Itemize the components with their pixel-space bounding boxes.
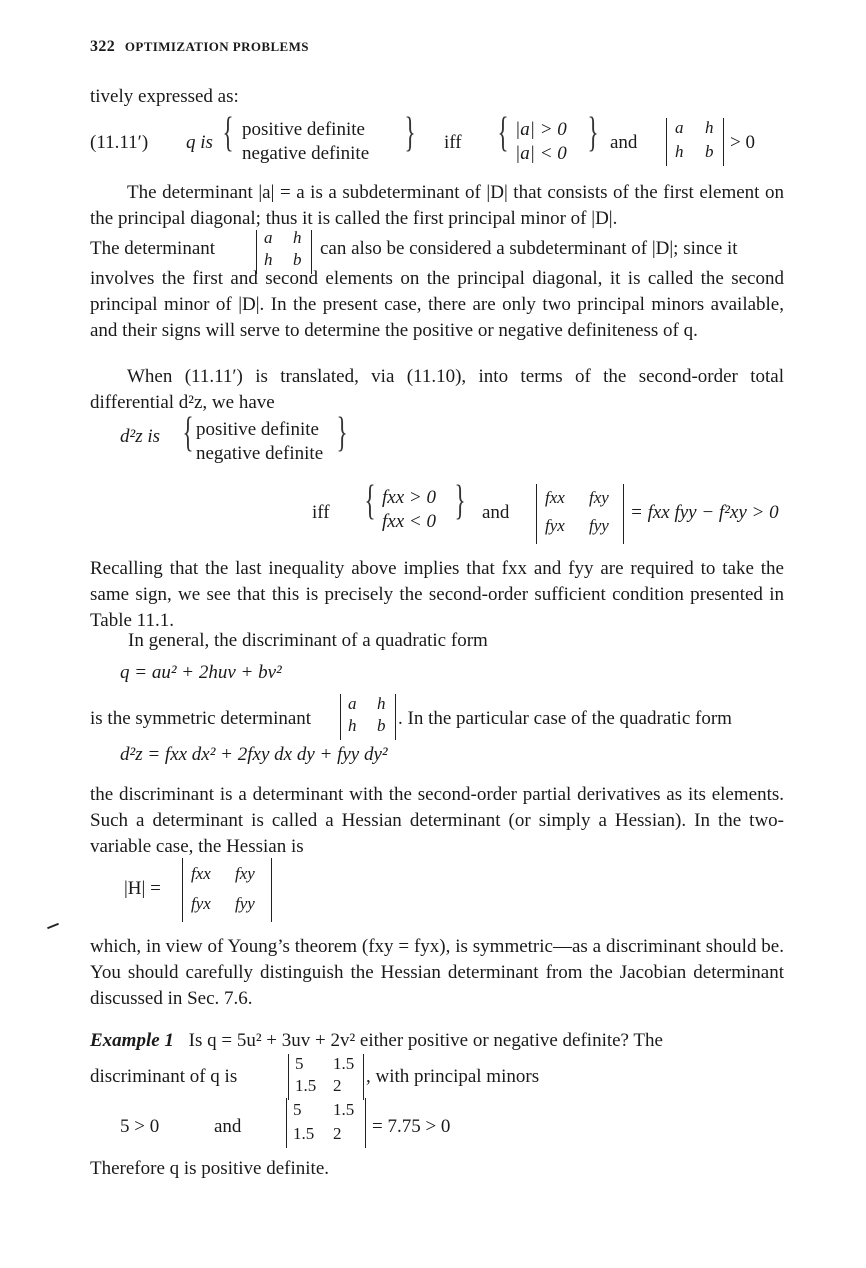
hessian-determinant	[182, 858, 272, 922]
left-brace: {	[182, 410, 194, 456]
negative-definite: negative definite	[196, 443, 324, 464]
paragraph-recalling: Recalling that the last inequality above implies that fxx and fyy are required to take the same sign, we see that this is precisely the second-order sufficient condition presented in Table 11.1.	[90, 558, 784, 631]
fxx-negative: fxx < 0	[382, 511, 436, 532]
det-cell: h	[675, 142, 684, 161]
p6-continue: . In the particular case of the quadratic form	[398, 708, 732, 729]
d2z-form: d²z = fxx dx² + 2fxy dx dy + fyy dy²	[120, 744, 388, 765]
iff-word: iff	[444, 132, 462, 153]
det-cell: 1.5	[333, 1054, 355, 1073]
det-cell: h	[348, 716, 357, 735]
left-brace: {	[364, 478, 376, 524]
and-word: and	[610, 132, 638, 153]
a-positive: |a| > 0	[515, 119, 567, 140]
hessian-expression: = fxx fyy − f²xy > 0	[630, 502, 779, 523]
fxx-positive: fxx > 0	[382, 487, 436, 508]
a-negative: |a| < 0	[515, 143, 567, 164]
first-minor-value: 5 > 0	[120, 1116, 160, 1137]
det-cell: 2	[333, 1076, 342, 1095]
p2-continue: can also be considered a subdeterminant of |D|; since it	[320, 238, 738, 259]
second-minor-value: = 7.75 > 0	[372, 1116, 451, 1137]
det-cell: fyy	[589, 516, 609, 535]
running-title: OPTIMIZATION PROBLEMS	[124, 39, 309, 54]
det-cell: 2	[333, 1124, 342, 1143]
paragraph-young: which, in view of Young’s theorem (fxy = fyx), is symmetric—as a discriminant should be. You should carefully distinguish the Hessian determinant from the Jacobian determinant discussed in Sec. 7.6.	[90, 936, 784, 1009]
det-cell: a	[264, 228, 273, 247]
det-cell: b	[377, 716, 386, 735]
d2z-definiteness-stack	[196, 418, 323, 466]
example-question: Is q = 5u² + 3uv + 2v² either positive or negative definite? The	[188, 1030, 663, 1051]
gt-zero: > 0	[730, 132, 755, 153]
right-brace: }	[404, 110, 416, 156]
left-brace: {	[222, 110, 234, 156]
det-cell: fxx	[191, 864, 211, 883]
fxx-condition-stack	[382, 486, 436, 534]
example-line	[90, 1028, 663, 1054]
and-word: and	[214, 1116, 242, 1137]
right-brace: }	[454, 478, 466, 524]
det-cell: fyy	[235, 894, 255, 913]
ah-determinant	[340, 694, 396, 740]
example-determinant	[288, 1054, 364, 1100]
example-label: Example 1	[90, 1030, 174, 1051]
det-cell: 1.5	[293, 1124, 315, 1143]
margin-mark	[47, 923, 59, 929]
paragraph-second-minor: involves the first and second elements on the principal diagonal, it is called the second principal minor of |D|. In the present case, there are only two principal minors available, and their signs will serve to determine the positive or negative definiteness of q.	[90, 268, 784, 341]
left-brace: {	[497, 110, 509, 156]
negative-definite: negative definite	[242, 143, 370, 164]
quadratic-form: q = au² + 2huv + bv²	[120, 662, 282, 683]
positive-definite: positive definite	[196, 419, 319, 440]
intro-line: tively expressed as:	[90, 86, 239, 107]
det-cell: h	[377, 694, 386, 713]
det-cell: 1.5	[333, 1100, 355, 1119]
det-cell: 5	[293, 1100, 302, 1119]
det-cell: b	[293, 250, 302, 269]
example-disc-start: discriminant of q is	[90, 1066, 238, 1087]
det-cell: fxy	[589, 488, 609, 507]
iff-word: iff	[312, 502, 330, 523]
det-cell: 5	[295, 1054, 304, 1073]
q-is: q is	[186, 132, 213, 153]
p6-start: is the symmetric determinant	[90, 708, 312, 729]
page-number: 322	[90, 38, 116, 55]
right-brace: }	[336, 410, 348, 456]
ah-determinant	[666, 118, 724, 166]
det-cell: b	[705, 142, 714, 161]
det-cell: fxx	[545, 488, 565, 507]
det-cell: h	[264, 250, 273, 269]
equation-label: (11.11′)	[90, 132, 149, 153]
example-disc-end: , with principal minors	[366, 1066, 540, 1087]
det-cell: h	[705, 118, 714, 137]
hessian-determinant	[536, 484, 624, 544]
running-header	[90, 38, 309, 56]
hessian-label: |H| =	[124, 878, 161, 899]
positive-definite: positive definite	[242, 119, 365, 140]
a-condition-stack	[515, 118, 567, 166]
right-brace: }	[587, 110, 599, 156]
definiteness-stack	[242, 118, 369, 166]
example-determinant	[286, 1098, 366, 1148]
det-cell: 1.5	[295, 1076, 317, 1095]
and-word: and	[482, 502, 510, 523]
example-conclusion: Therefore q is positive definite.	[90, 1158, 330, 1179]
paragraph-translation: When (11.11′) is translated, via (11.10), into terms of the second-order total differential d²z, we have	[90, 366, 784, 413]
det-cell: fyx	[545, 516, 565, 535]
det-cell: a	[675, 118, 684, 137]
det-cell: h	[293, 228, 302, 247]
p2-start: The determinant	[90, 238, 216, 259]
det-cell: fyx	[191, 894, 211, 913]
det-cell: fxy	[235, 864, 255, 883]
paragraph-hessian: the discriminant is a determinant with the second-order partial derivatives as its elements. Such a determinant is called a Hessian determinant (or simply a Hessian). In the two-variable case, the Hessian is	[90, 784, 784, 857]
paragraph-first-minor: The determinant |a| = a is a subdeterminant of |D| that consists of the first element on the principal diagonal; thus it is called the first principal minor of |D|.	[90, 182, 784, 229]
d2z-is: d²z is	[120, 426, 161, 447]
paragraph-discriminant: In general, the discriminant of a quadratic form	[128, 630, 488, 651]
det-cell: a	[348, 694, 357, 713]
